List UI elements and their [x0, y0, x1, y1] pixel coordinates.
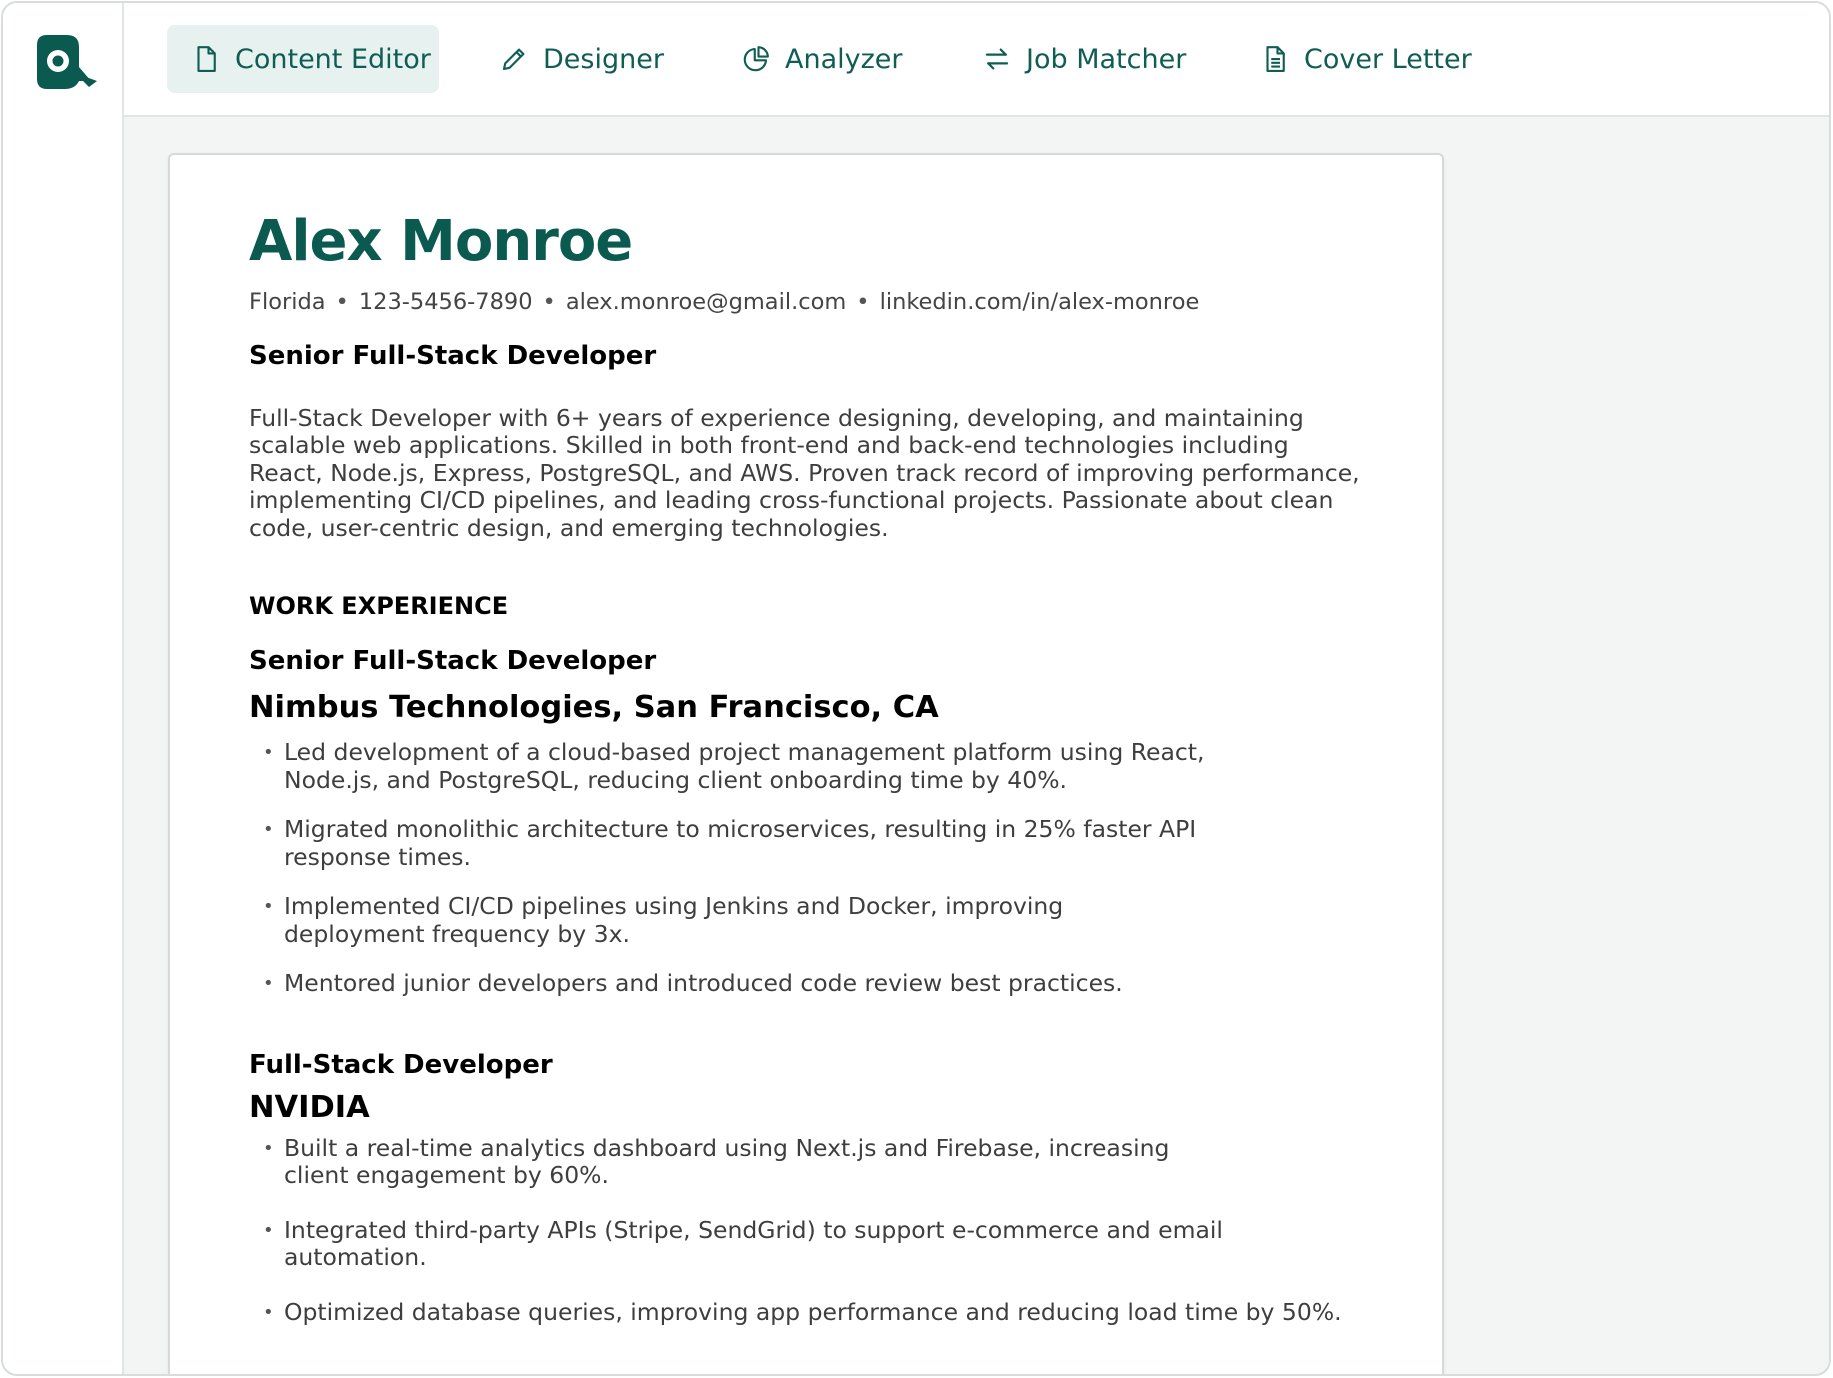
job-bullets [249, 739, 1209, 998]
separator-dot: • [542, 288, 556, 315]
professional-summary[interactable]: Full-Stack Developer with 6+ years of experience designing, developing, and maintaining scalable web applications. Skilled in both front-end and back-end technologies including React, Node.js, Express, PostgreSQL, and AWS. Proven track record of improving performance, implementing CI/CD pipelines, and leading cross-functional projects. Passionate about clean code, user-centric design, and emerging technologies. [249, 403, 1360, 542]
editor-canvas [124, 117, 1829, 1374]
tab-cover-letter[interactable] [1236, 25, 1496, 93]
job-entry [249, 646, 1369, 998]
bullet-dot: • [263, 742, 274, 764]
swap-arrows-icon [982, 44, 1012, 74]
job-title[interactable]: Senior Full-Stack Developer [249, 646, 657, 677]
resume-headline[interactable]: Senior Full-Stack Developer [249, 340, 657, 371]
tab-label: Analyzer [785, 43, 903, 75]
bullet-dot: • [263, 973, 274, 995]
contact-phone[interactable]: 123-5456-7890 [358, 288, 533, 315]
sidebar [3, 3, 124, 1374]
contact-location[interactable]: Florida [249, 288, 326, 315]
bullet-text: Migrated monolithic architecture to microservices, resulting in 25% faster API response times. [284, 815, 1197, 871]
bullet-item[interactable] [249, 739, 1209, 794]
candidate-name[interactable]: Alex Monroe [249, 209, 633, 274]
separator-dot: • [856, 288, 870, 315]
bullet-text: Implemented CI/CD pipelines using Jenkins and Docker, improving deployment frequency by 3x. [284, 892, 1064, 948]
company-name[interactable]: Nimbus Technologies, San Francisco, CA [249, 690, 939, 726]
bullet-dot: • [263, 819, 274, 841]
contact-email[interactable]: alex.monroe@gmail.com [565, 288, 847, 315]
bullet-dot: • [263, 896, 274, 918]
top-navigation [124, 3, 1829, 117]
bullet-text: Optimized database queries, improving app performance and reducing load time by 50%. [284, 1297, 1342, 1326]
bullet-item[interactable] [249, 893, 1209, 948]
bullet-text: Built a real-time analytics dashboard using Next.js and Firebase, increasing client engagement by 60%. [284, 1133, 1170, 1190]
tab-label: Designer [543, 43, 664, 75]
tab-analyzer[interactable] [717, 25, 927, 93]
separator-dot: • [335, 288, 349, 315]
tab-job-matcher[interactable] [958, 25, 1210, 93]
bullet-item[interactable] [249, 1135, 1239, 1190]
bullet-text: Mentored junior developers and introduced code review best practices. [284, 969, 1123, 998]
tab-content-editor[interactable] [167, 25, 439, 93]
contact-line [249, 289, 1369, 315]
job-bullets [249, 1135, 1369, 1327]
bullet-dot: • [263, 1301, 274, 1323]
bullet-dot: • [263, 1137, 274, 1159]
bullet-item[interactable] [249, 816, 1209, 871]
bullet-dot: • [263, 1219, 274, 1241]
contact-linkedin[interactable]: linkedin.com/in/alex-monroe [879, 288, 1200, 315]
tab-label: Content Editor [235, 43, 431, 75]
bullet-item[interactable] [249, 1299, 1369, 1327]
logo-icon [31, 31, 101, 93]
job-title[interactable]: Full-Stack Developer [249, 1049, 553, 1080]
pencil-icon [499, 44, 529, 74]
bullet-item[interactable] [249, 970, 1209, 998]
work-experience-heading[interactable]: WORK EXPERIENCE [249, 592, 509, 621]
document-icon [191, 44, 221, 74]
tab-label: Job Matcher [1026, 43, 1187, 75]
file-text-icon [1260, 44, 1290, 74]
pie-chart-icon [741, 44, 771, 74]
tab-designer[interactable] [475, 25, 688, 93]
tab-label: Cover Letter [1304, 43, 1472, 75]
bullet-item[interactable] [249, 1217, 1369, 1272]
bullet-text: Integrated third-party APIs (Stripe, SendGrid) to support e-commerce and email automation. [284, 1215, 1223, 1272]
company-name[interactable]: NVIDIA [249, 1089, 370, 1125]
resume-document [249, 211, 1369, 1326]
job-entry [249, 1050, 1369, 1327]
resume-page [168, 153, 1444, 1376]
bullet-text: Led development of a cloud-based project management platform using React, Node.js, and PostgreSQL, reducing client onboarding time by 40%. [284, 738, 1205, 794]
app-window [1, 1, 1831, 1376]
app-logo[interactable] [31, 31, 101, 93]
